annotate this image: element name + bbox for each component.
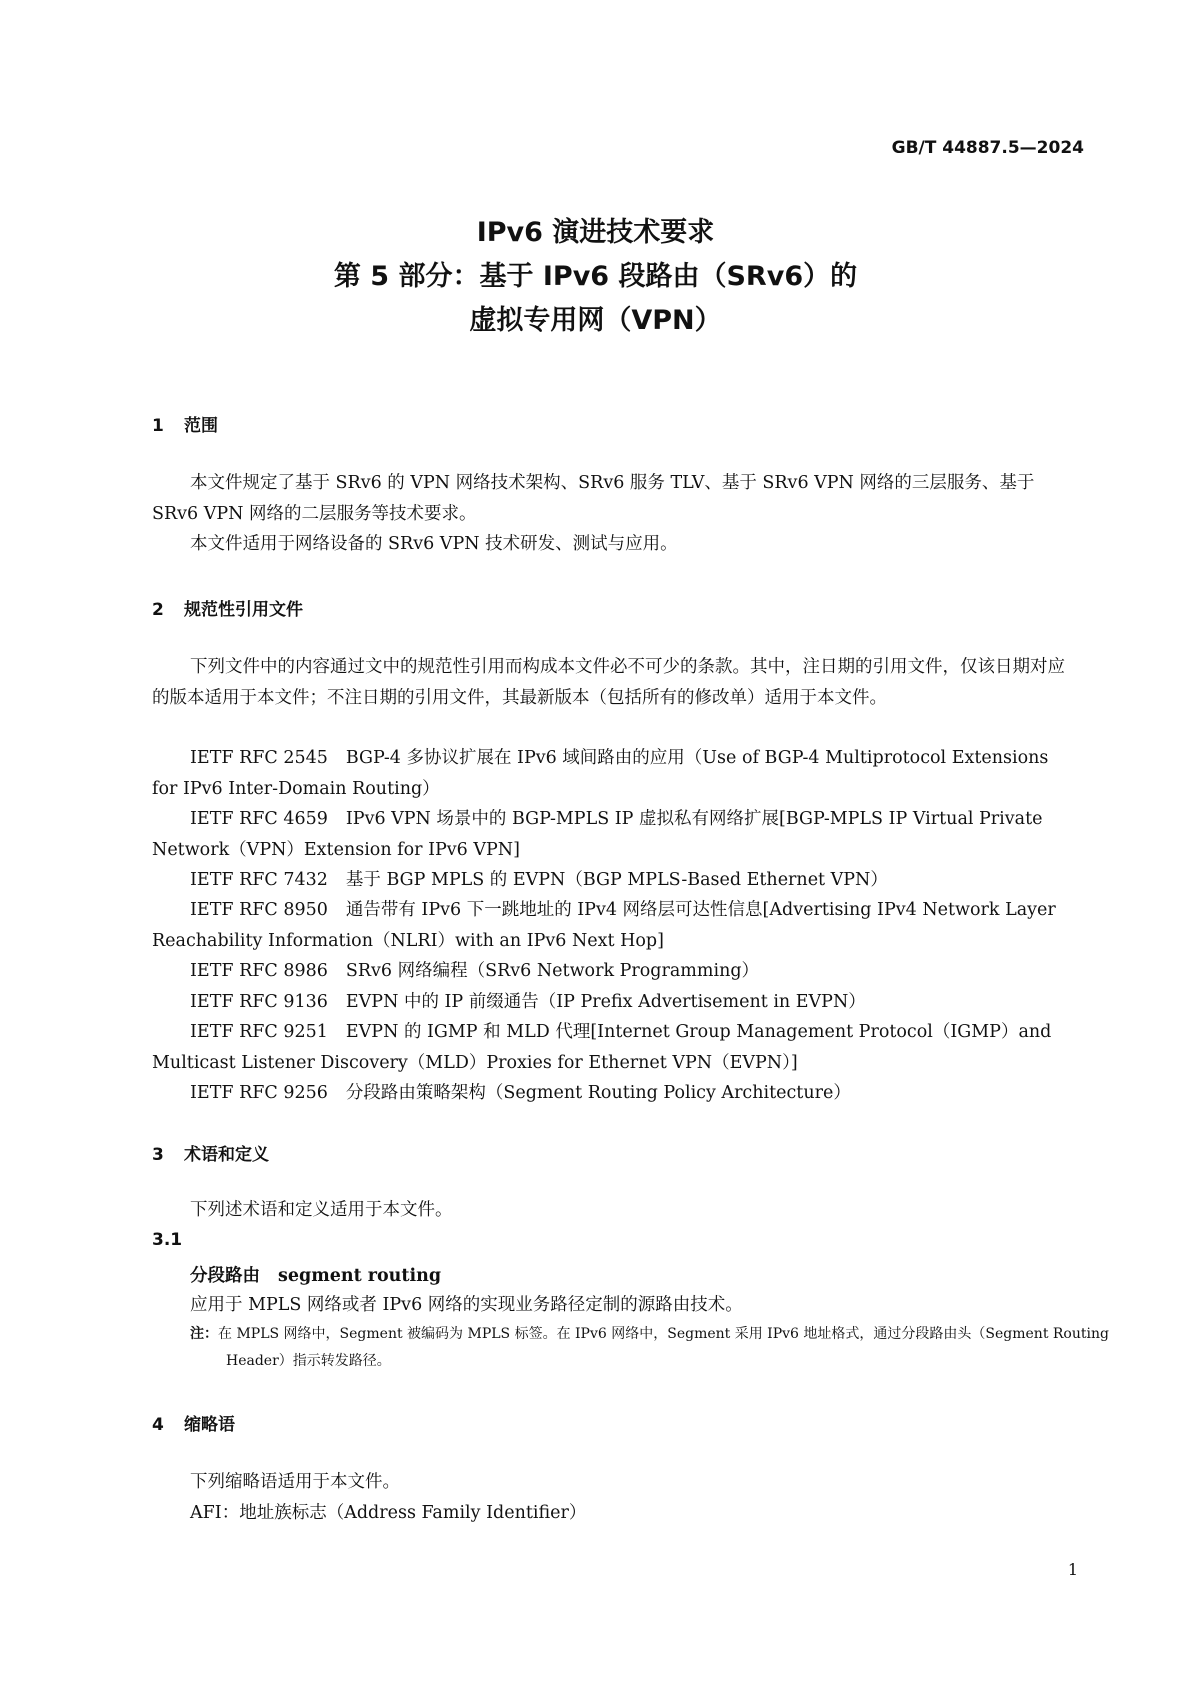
term-number: 3.1 (152, 1230, 183, 1250)
section-4-heading (152, 1410, 235, 1435)
section-title: 术语和定义 (184, 1145, 269, 1165)
section-number: 3 (152, 1145, 164, 1165)
note-text: 在 MPLS 网络中，Segment 被编码为 MPLS 标签。在 IPv6 网络中，Segment 采用 IPv6 地址格式，通过分段路由头（Segment Routing Header）指示转发路径。 (218, 1326, 1109, 1369)
reference-id: IETF RFC 9256 (190, 1083, 328, 1103)
note-label: 注： (190, 1326, 218, 1342)
standard-code: GB/T 44887.5—2024 (891, 138, 1084, 158)
reference-id: IETF RFC 9136 (190, 992, 328, 1012)
reference-title: EVPN 的 IGMP 和 MLD 代理[Internet Group Management Protocol（IGMP）and Multicast Listener Discovery（MLD）Proxies for Ethernet VPN（EVPN）] (152, 1022, 1052, 1073)
reference-item (152, 1017, 1078, 1078)
section-title: 范围 (184, 416, 218, 436)
reference-item (152, 1078, 1078, 1109)
page-number: 1 (1067, 1560, 1078, 1579)
section-title: 缩略语 (184, 1415, 235, 1435)
section-2-intro: 下列文件中的内容通过文中的规范性引用而构成本文件必不可少的条款。其中，注日期的引用文件，仅该日期对应的版本适用于本文件；不注日期的引用文件，其最新版本（包括所有的修改单）适用于本文件。 (152, 657, 1065, 708)
document-title-line-2: 第 5 部分：基于 IPv6 段路由（SRv6）的 (333, 261, 858, 292)
reference-item (152, 987, 1078, 1018)
section-3-intro: 下列述术语和定义适用于本文件。 (190, 1200, 453, 1220)
reference-item (152, 865, 1078, 896)
section-number: 2 (152, 600, 164, 620)
section-1-paragraph-1: 本文件规定了基于 SRv6 的 VPN 网络技术架构、SRv6 服务 TLV、基于 SRv6 VPN 网络的三层服务、基于 SRv6 VPN 网络的二层服务等技术要求。 (152, 473, 1035, 524)
section-number: 1 (152, 416, 164, 436)
reference-title: SRv6 网络编程（SRv6 Network Programming） (345, 961, 760, 981)
reference-id: IETF RFC 2545 (190, 748, 328, 768)
section-1-heading (152, 411, 218, 436)
document-title-line-1: IPv6 演进技术要求 (476, 217, 715, 248)
reference-item (152, 956, 1078, 987)
reference-title: 基于 BGP MPLS 的 EVPN（BGP MPLS-Based Ethernet VPN） (345, 870, 888, 890)
section-1-paragraph-2: 本文件适用于网络设备的 SRv6 VPN 技术研发、测试与应用。 (190, 534, 678, 554)
document-title-line-3: 虚拟专用网（VPN） (469, 305, 722, 336)
abbreviation-item: AFI：地址族标志（Address Family Identifier） (190, 1503, 587, 1523)
reference-id: IETF RFC 4659 (190, 809, 328, 829)
reference-item (152, 804, 1078, 865)
section-2-heading (152, 595, 303, 620)
reference-id: IETF RFC 9251 (190, 1022, 328, 1042)
reference-item (152, 743, 1078, 804)
section-number: 4 (152, 1415, 164, 1435)
term-definition: 应用于 MPLS 网络或者 IPv6 网络的实现业务路径定制的源路由技术。 (190, 1295, 743, 1315)
reference-title: EVPN 中的 IP 前缀通告（IP Prefix Advertisement in EVPN） (345, 992, 866, 1012)
reference-item (152, 895, 1078, 956)
term-english: segment routing (278, 1266, 442, 1286)
reference-title: 通告带有 IPv6 下一跳地址的 IPv4 网络层可达性信息[Advertising IPv4 Network Layer Reachability Information（NLRI）with an IPv6 Next Hop] (152, 900, 1056, 951)
section-4-intro: 下列缩略语适用于本文件。 (190, 1472, 400, 1492)
reference-id: IETF RFC 8950 (190, 900, 328, 920)
reference-title: 分段路由策略架构（Segment Routing Policy Architecture） (345, 1083, 851, 1103)
section-title: 规范性引用文件 (184, 600, 303, 620)
term-entry (190, 1262, 441, 1287)
reference-title: IPv6 VPN 场景中的 BGP-MPLS IP 虚拟私有网络扩展[BGP-MPLS IP Virtual Private Network（VPN）Extension for IPv6 VPN] (152, 809, 1043, 860)
reference-id: IETF RFC 8986 (190, 961, 328, 981)
term-note (190, 1321, 1114, 1375)
section-3-heading (152, 1140, 269, 1165)
reference-id: IETF RFC 7432 (190, 870, 328, 890)
reference-title: BGP-4 多协议扩展在 IPv6 域间路由的应用（Use of BGP-4 Multiprotocol Extensions for IPv6 Inter-Domain Routing） (152, 748, 1049, 799)
term-chinese: 分段路由 (190, 1266, 260, 1286)
